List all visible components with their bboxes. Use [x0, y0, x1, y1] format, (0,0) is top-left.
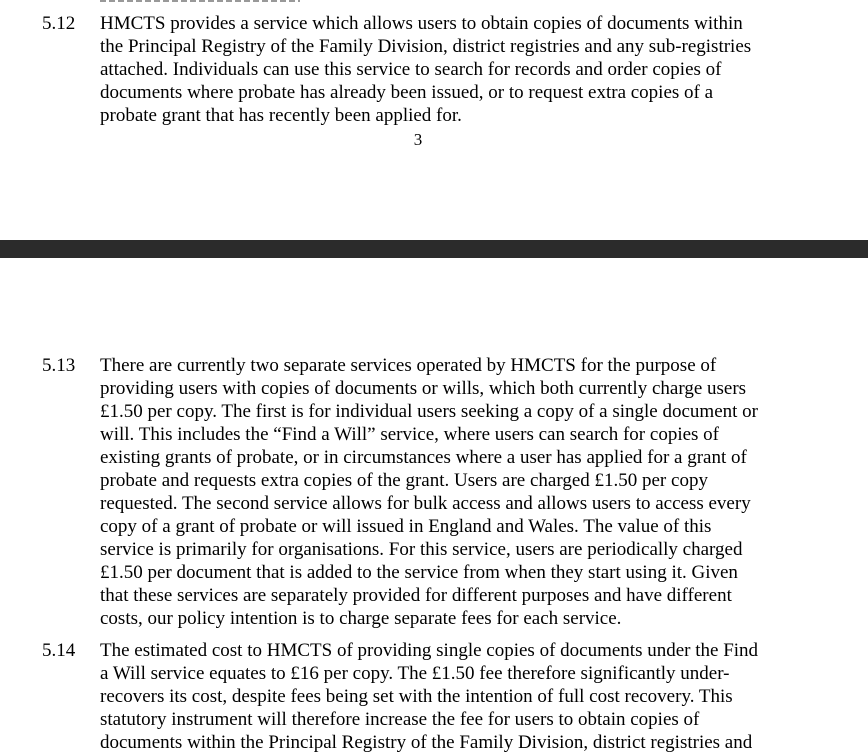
- paragraph-text: [100, 639, 758, 754]
- text-line: recovers its cost, despite fees being set with the intention of full cost recovery. This: [100, 686, 733, 707]
- paragraph-text: [100, 12, 751, 127]
- text-line: statutory instrument will therefore increase the fee for users to obtain copies of: [100, 709, 700, 730]
- text-line: £1.50 per document that is added to the service from when they start using it. Given: [100, 562, 738, 583]
- text-line: documents within the Principal Registry of the Family Division, district registries and: [100, 732, 753, 753]
- text-line: providing users with copies of documents or wills, which both currently charge users: [100, 378, 747, 399]
- text-line: probate and requests extra copies of the grant. Users are charged £1.50 per copy: [100, 470, 708, 491]
- text-line: There are currently two separate services operated by HMCTS for the purpose of: [100, 355, 717, 376]
- text-line: requested. The second service allows for bulk access and allows users to access every: [100, 493, 751, 514]
- document-page-top: [0, 0, 868, 240]
- paragraph-number: 5.14: [42, 640, 76, 661]
- text-line: copy of a grant of probate or will issued in England and Wales. The value of this: [100, 516, 712, 537]
- text-line: the Principal Registry of the Family Division, district registries and any sub-registries: [100, 36, 752, 57]
- clipped-previous-line: [100, 0, 300, 2]
- text-line: documents where probate has already been issued, or to request extra copies of a: [100, 82, 714, 103]
- text-line: attached. Individuals can use this service to search for records and order copies of: [100, 59, 722, 80]
- document-page-bottom: [0, 258, 868, 755]
- text-line: that these services are separately provided for different purposes and have different: [100, 585, 732, 606]
- text-line: HMCTS provides a service which allows users to obtain copies of documents within: [100, 13, 743, 34]
- page-separator: [0, 240, 868, 258]
- text-line: probate grant that has recently been applied for.: [100, 105, 462, 126]
- paragraph-number: 5.12: [42, 13, 76, 34]
- text-line: existing grants of probate, or in circumstances where a user has applied for a grant of: [100, 447, 747, 468]
- paragraph-text: [100, 354, 758, 630]
- text-line: The estimated cost to HMCTS of providing single copies of documents under the Find: [100, 640, 759, 661]
- text-line: service is primarily for organisations. For this service, users are periodically charged: [100, 539, 743, 560]
- paragraph-number: 5.13: [42, 355, 76, 376]
- page-number: 3: [413, 130, 423, 149]
- text-line: a Will service equates to £16 per copy. The £1.50 fee therefore significantly under-: [100, 663, 730, 684]
- text-line: costs, our policy intention is to charge separate fees for each service.: [100, 608, 622, 629]
- text-line: £1.50 per copy. The first is for individual users seeking a copy of a single document or: [100, 401, 758, 422]
- text-line: will. This includes the “Find a Will” service, where users can search for copies of: [100, 424, 720, 445]
